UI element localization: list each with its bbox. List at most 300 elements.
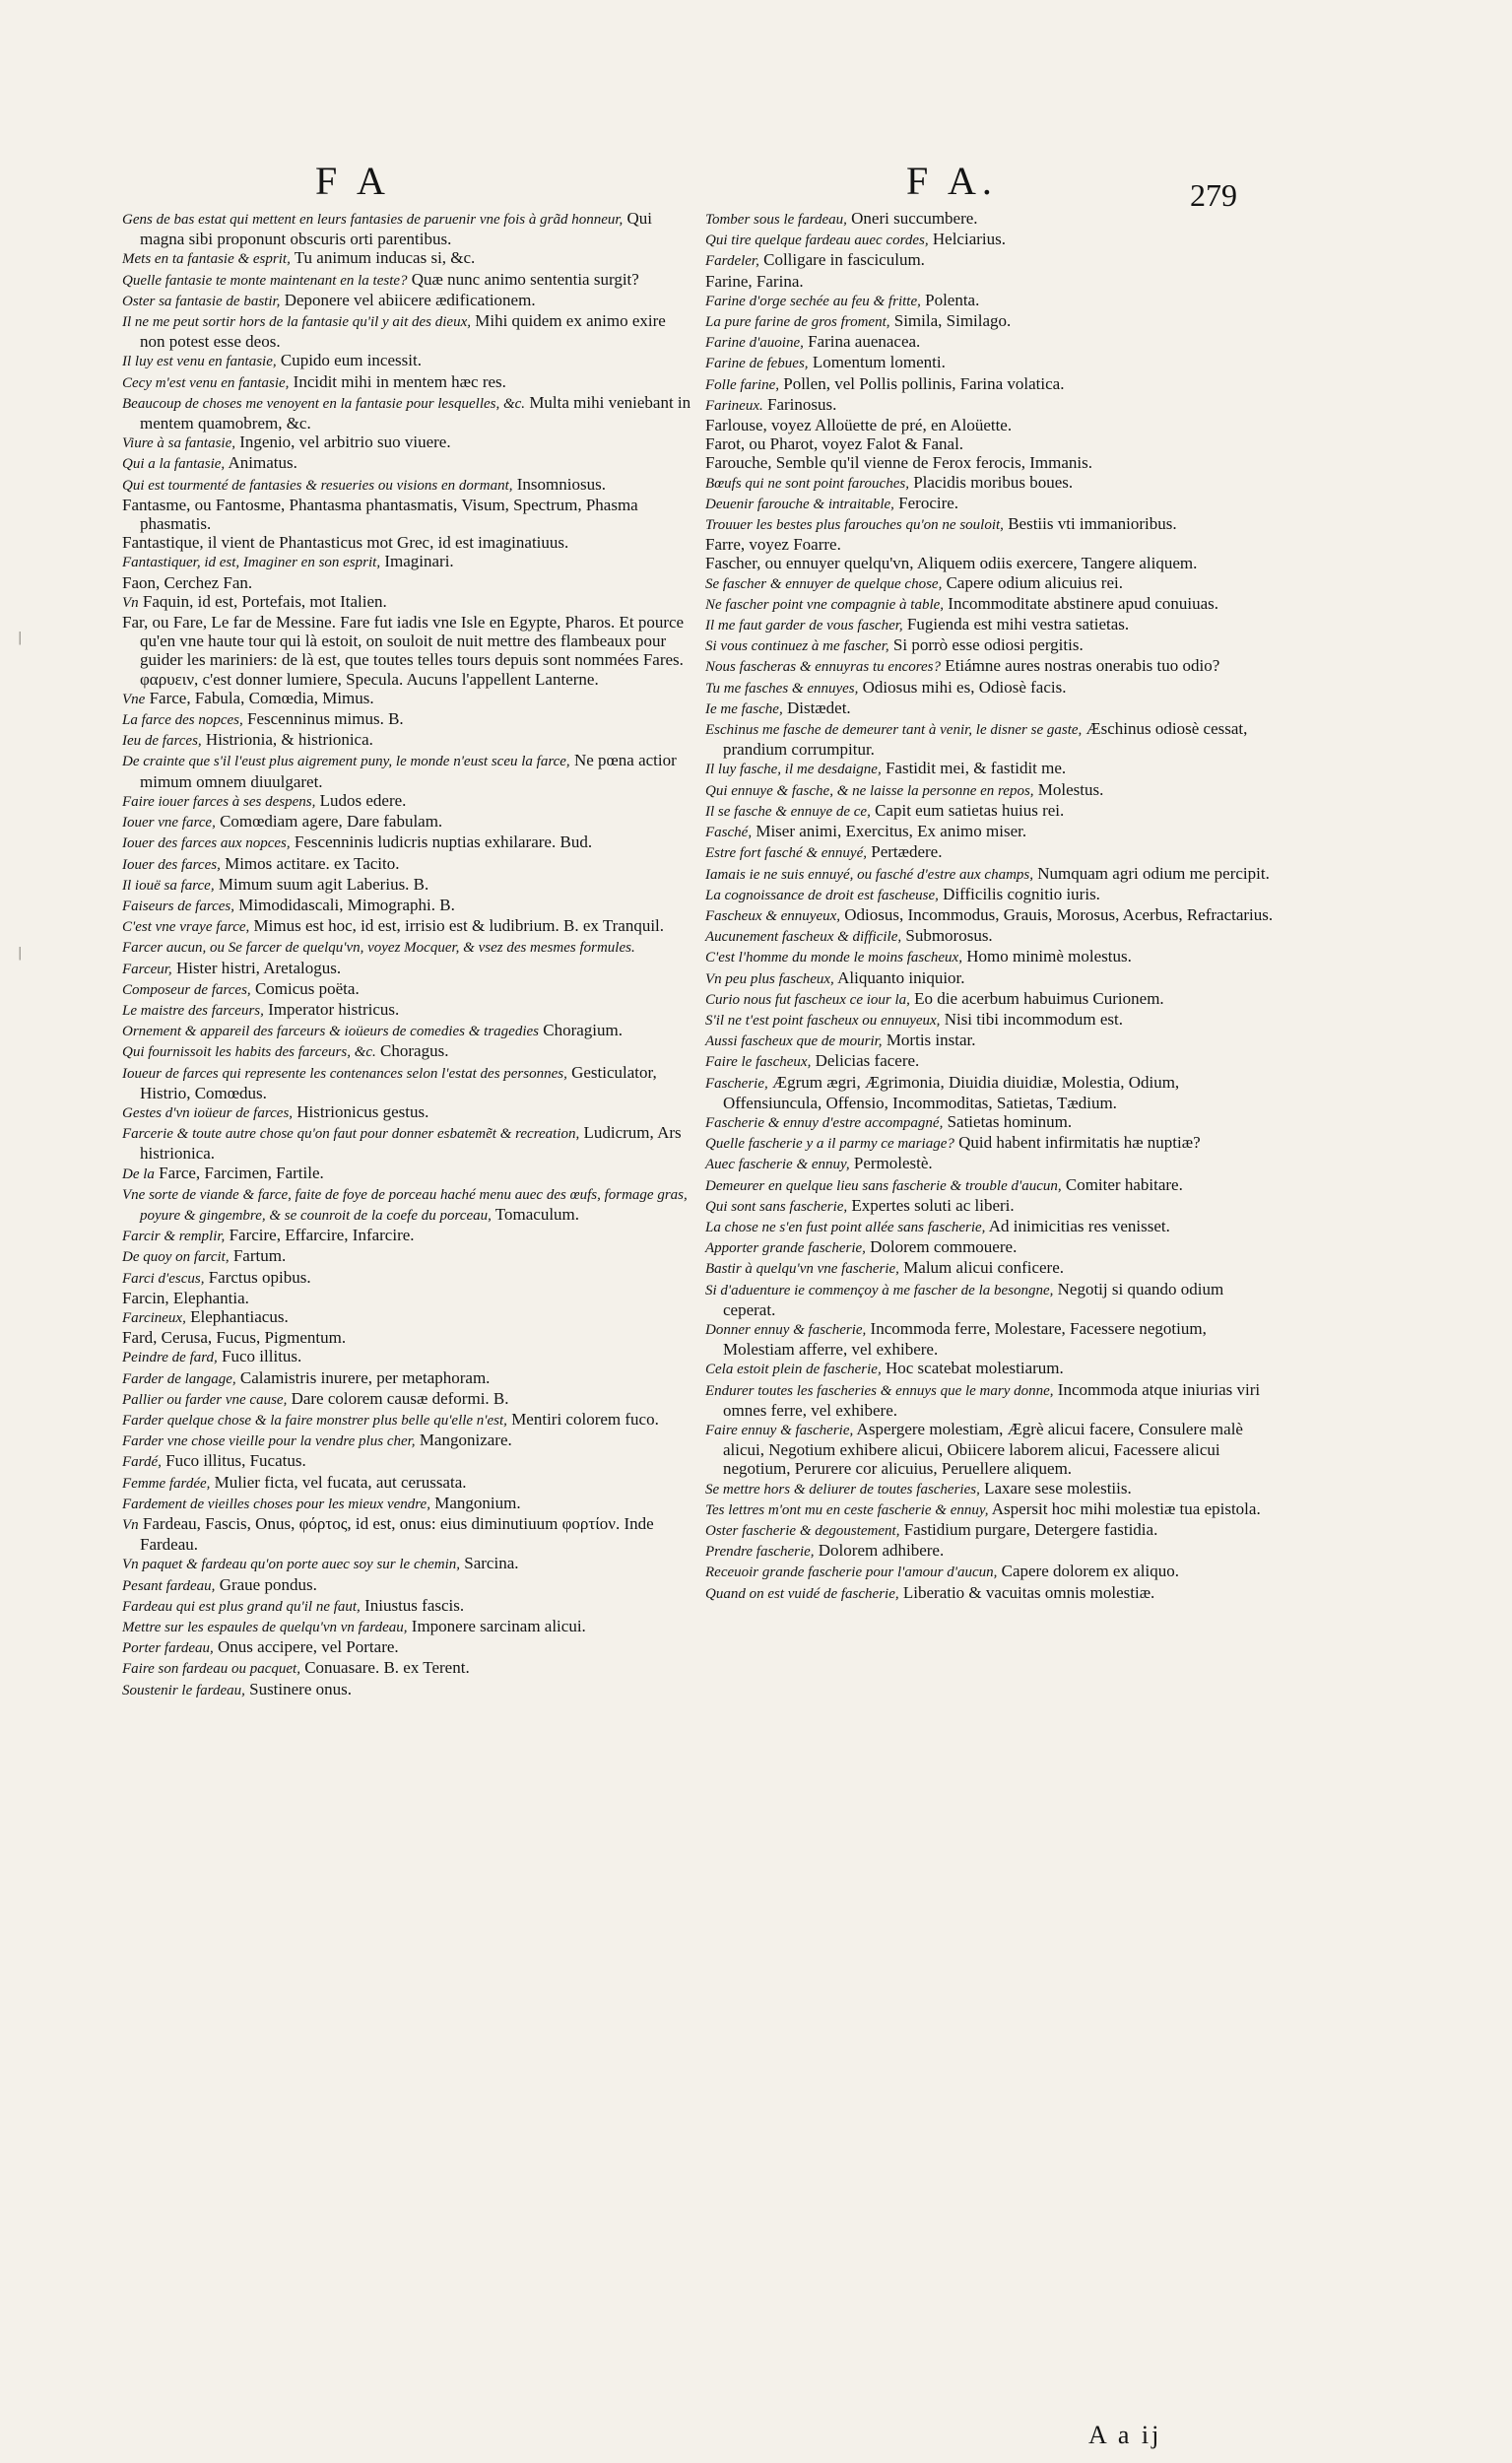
- dictionary-entry: [705, 1479, 1277, 1499]
- entry-latin: Capere odium alicuius rei.: [942, 572, 1123, 592]
- entry-latin: Submorosus.: [901, 926, 993, 946]
- entry-latin: Mentiri colorem fuco.: [506, 1409, 659, 1429]
- right-column: [705, 209, 1277, 1604]
- entry-french: Farceur,: [122, 961, 172, 977]
- entry-french: Endurer toutes les fascheries & ennuys que le mary donne,: [705, 1382, 1054, 1399]
- dictionary-entry: [705, 416, 1277, 434]
- entry-french: Fardeler,: [705, 253, 759, 270]
- entry-french: S'il ne t'est point fascheux ou ennuyeux,: [705, 1012, 941, 1029]
- entry-latin: Histrionia, & histrionica.: [201, 730, 373, 750]
- dictionary-entry: [122, 1658, 693, 1679]
- dictionary-entry: [705, 434, 1277, 453]
- entry-latin: Elephantiacus.: [185, 1306, 289, 1326]
- dictionary-entry: [122, 433, 693, 453]
- entry-french: Viure à sa fantasie,: [122, 435, 235, 452]
- dictionary-entry: [705, 1031, 1277, 1051]
- entry-latin: Onus accipere, vel Portare.: [213, 1637, 399, 1657]
- dictionary-entry: [705, 801, 1277, 822]
- dictionary-entry: [122, 393, 693, 433]
- entry-french: Farine d'orge sechée au feu & fritte,: [705, 293, 921, 309]
- entry-french: Tu me fasches & ennuyes,: [705, 680, 859, 697]
- dictionary-entry: [705, 1380, 1277, 1420]
- dictionary-entry: [705, 1073, 1277, 1112]
- dictionary-entry: [122, 1637, 693, 1658]
- dictionary-entry: [705, 554, 1277, 572]
- entry-latin: Fuco illitus, Fucatus.: [161, 1451, 306, 1471]
- entry-latin: Expertes soluti ac liberi.: [847, 1195, 1015, 1215]
- dictionary-entry: [122, 937, 693, 958]
- entry-latin: Farce, Farcimen, Fartile.: [154, 1163, 324, 1182]
- entry-french: Fascheux & ennuyeux,: [705, 907, 841, 924]
- dictionary-entry: [705, 311, 1277, 332]
- signature-mark: A a ij: [1088, 2421, 1162, 2449]
- dictionary-entry: [705, 1280, 1277, 1319]
- entry-latin: Imperator histricus.: [263, 999, 400, 1019]
- entry-french: Vn: [122, 594, 139, 611]
- entry-latin: Qui magna sibi proponunt obscuris orti parentibus.: [140, 209, 653, 249]
- dictionary-entry: [122, 1184, 693, 1226]
- dictionary-entry: [705, 1154, 1277, 1174]
- entry-french: Faire le fascheux,: [705, 1054, 812, 1071]
- entry-french: Vn: [122, 1517, 139, 1533]
- entry-latin: Fard, Cerusa, Fucus, Pigmentum.: [122, 1328, 347, 1348]
- entry-french: Receuoir grande fascherie pour l'amour d'aucun,: [705, 1564, 998, 1581]
- entry-french: Si d'aduenture ie commençoy à me fascher de la besongne,: [705, 1282, 1054, 1298]
- entry-latin: Pollen, vel Pollis pollinis, Farina volatica.: [779, 373, 1065, 393]
- dictionary-entry: [705, 272, 1277, 291]
- entry-latin: Multa mihi veniebant in mentem quamobrem, &c.: [140, 392, 691, 433]
- entry-latin: Aspergere molestiam, Ægrè alicui facere, Consulere malè alicui, Negotium exhibere alicui, Obiicere laborem alicui, Facessere alicui negotium, Perurere cor alicuius, Peruellere aliquem.: [723, 1419, 1243, 1479]
- entry-latin: Incidit mihi in mentem hæc res.: [289, 371, 506, 391]
- dictionary-entry: [705, 594, 1277, 615]
- entry-french: Faire iouer farces à ses despens,: [122, 793, 316, 810]
- entry-french: Eschinus me fasche de demeurer tant à venir, le disner se gaste,: [705, 722, 1083, 739]
- dictionary-entry: [122, 1494, 693, 1514]
- dictionary-entry: [705, 1237, 1277, 1258]
- margin-tick: |: [18, 631, 23, 645]
- entry-latin: Si porrò esse odiosi pergitis.: [888, 635, 1084, 655]
- entry-french: Se mettre hors & deliurer de toutes fascheries,: [705, 1481, 980, 1498]
- entry-latin: Farctus opibus.: [204, 1267, 311, 1287]
- entry-latin: Distædet.: [782, 698, 851, 717]
- dictionary-entry: [705, 1359, 1277, 1379]
- entry-french: C'est vne vraye farce,: [122, 919, 250, 936]
- entry-latin: Odiosus, Incommodus, Grauis, Morosus, Acerbus, Refractarius.: [840, 904, 1274, 924]
- dictionary-entry: [122, 709, 693, 730]
- dictionary-entry: [705, 1258, 1277, 1279]
- dictionary-entry: [705, 1420, 1277, 1479]
- entry-latin: Faquin, id est, Portefais, mot Italien.: [138, 591, 387, 611]
- entry-french: Iamais ie ne suis ennuyé, ou fasché d'estre aux champs,: [705, 866, 1033, 883]
- dictionary-entry: [122, 812, 693, 832]
- dictionary-entry: [705, 699, 1277, 719]
- dictionary-entry: [122, 1410, 693, 1431]
- entry-french: Bœufs qui ne sont point farouches,: [705, 475, 909, 492]
- dictionary-entry: [122, 209, 693, 248]
- entry-french: Apporter grande fascherie,: [705, 1240, 866, 1257]
- entry-latin: Farine, Farina.: [705, 271, 804, 291]
- dictionary-entry: [122, 1347, 693, 1367]
- entry-french: Qui sont sans fascherie,: [705, 1198, 848, 1215]
- entry-latin: Aliquanto iniquior.: [833, 967, 965, 987]
- dictionary-entry: [122, 791, 693, 812]
- entry-latin: Choragium.: [539, 1021, 623, 1040]
- entry-latin: Nisi tibi incommodum est.: [940, 1009, 1124, 1029]
- entry-french: Fardement de vieilles choses pour les mieux vendre,: [122, 1496, 430, 1512]
- entry-latin: Polenta.: [920, 290, 980, 309]
- dictionary-entry: [122, 1268, 693, 1289]
- entry-latin: Homo minimè molestus.: [961, 947, 1132, 966]
- left-column: [122, 209, 693, 1700]
- entry-french: Peindre de fard,: [122, 1350, 218, 1366]
- entry-french: Iouer des farces aux nopces,: [122, 835, 291, 852]
- entry-french: Farci d'escus,: [122, 1270, 205, 1287]
- entry-latin: Mimodidascali, Mimographi. B.: [234, 895, 455, 914]
- entry-latin: Fardeau, Fascis, Onus, φόρτος, id est, onus: eius diminutiuum φορτίον. Inde Fardeau.: [138, 1514, 654, 1555]
- entry-latin: Hister histri, Aretalogus.: [171, 958, 342, 977]
- dictionary-entry: [705, 230, 1277, 250]
- entry-latin: Ægrum ægri, Ægrimonia, Diuidia diuidiæ, Molestia, Odium, Offensiuncula, Offensio, Incommoditas, Satietas, Tædium.: [723, 1072, 1180, 1112]
- entry-latin: Fascher, ou ennuyer quelqu'vn, Aliquem odiis exercere, Tangere aliquem.: [705, 554, 1198, 573]
- dictionary-entry: [705, 968, 1277, 989]
- entry-french: Faiseurs de farces,: [122, 898, 235, 914]
- dictionary-entry: [122, 1226, 693, 1246]
- entry-latin: Incommoda atque iniurias viri omnes ferre, vel exhibere.: [723, 1379, 1261, 1420]
- entry-latin: Mimus est hoc, id est, irrisio est & ludibrium. B. ex Tranquil.: [249, 916, 665, 936]
- dictionary-entry: [122, 1617, 693, 1637]
- entry-french: Cecy m'est venu en fantasie,: [122, 374, 290, 391]
- dictionary-entry: [122, 1102, 693, 1123]
- entry-latin: Mangonium.: [429, 1493, 521, 1512]
- entry-latin: Delicias facere.: [811, 1051, 920, 1071]
- dictionary-entry: [705, 332, 1277, 353]
- entry-latin: Capere dolorem ex aliquo.: [997, 1562, 1179, 1581]
- entry-latin: Mulier ficta, vel fucata, aut cerussata.: [210, 1472, 467, 1492]
- entry-french: Il me faut garder de vous fascher,: [705, 618, 903, 634]
- dictionary-entry: [122, 291, 693, 311]
- entry-french: Ioueur de farces qui represente les contenances selon l'estat des personnes,: [122, 1065, 567, 1082]
- dictionary-entry: [705, 656, 1277, 677]
- dictionary-entry: [122, 832, 693, 853]
- entry-french: Qui est tourmenté de fantasies & resueries ou visions en dormant,: [122, 477, 513, 494]
- dictionary-entry: [122, 979, 693, 1000]
- dictionary-entry: [122, 1289, 693, 1307]
- dictionary-entry: [122, 854, 693, 875]
- dictionary-entry: [122, 573, 693, 592]
- entry-french: Iouer des farces,: [122, 856, 221, 873]
- entry-french: Qui a la fantasie,: [122, 456, 226, 473]
- entry-french: Farcir & remplir,: [122, 1229, 226, 1245]
- dictionary-entry: [705, 1196, 1277, 1217]
- entry-french: Qui ennuye & fasche, & ne laisse la personne en repos,: [705, 782, 1034, 799]
- entry-latin: Insomniosus.: [512, 474, 606, 494]
- entry-latin: Etiámne aures nostras onerabis tuo odio?: [941, 656, 1220, 676]
- entry-latin: Comiter habitare.: [1061, 1174, 1183, 1194]
- entry-latin: Fescenninus mimus. B.: [242, 709, 404, 729]
- entry-french: Farine d'auoine,: [705, 335, 804, 352]
- entry-french: Composeur de farces,: [122, 981, 251, 998]
- entry-french: Il iouë sa farce,: [122, 877, 215, 894]
- entry-latin: Gesticulator, Histrio, Comœdus.: [140, 1062, 657, 1102]
- dictionary-entry: [705, 1051, 1277, 1072]
- entry-french: Quand on est vuidé de fascherie,: [705, 1585, 899, 1602]
- entry-french: Vne: [122, 691, 146, 707]
- entry-french: Auec fascherie & ennuy,: [705, 1157, 850, 1173]
- dictionary-entry: [705, 473, 1277, 494]
- dictionary-entry: [122, 689, 693, 709]
- entry-latin: Incommoda ferre, Molestare, Facessere negotium, Molestiam afferre, vel exhibere.: [723, 1318, 1207, 1360]
- entry-french: Soustenir le fardeau,: [122, 1682, 245, 1698]
- entry-latin: Helciarius.: [928, 230, 1006, 249]
- entry-latin: Quæ nunc animo sententia surgit?: [407, 269, 639, 289]
- entry-french: Fardé,: [122, 1454, 162, 1471]
- entry-french: Qui tire quelque fardeau auec cordes,: [705, 233, 929, 249]
- dictionary-entry: [705, 573, 1277, 594]
- dictionary-entry: [122, 552, 693, 572]
- dictionary-entry: [705, 250, 1277, 271]
- dictionary-entry: [705, 1520, 1277, 1541]
- entry-latin: Farre, voyez Foarre.: [705, 535, 841, 555]
- entry-latin: Tomaculum.: [491, 1204, 580, 1224]
- entry-latin: Histrionicus gestus.: [293, 1101, 429, 1121]
- entry-latin: Faon, Cerchez Fan.: [122, 572, 253, 592]
- entry-french: Ie me fasche,: [705, 700, 783, 717]
- entry-french: Cela estoit plein de fascherie,: [705, 1362, 882, 1378]
- dictionary-entry: [122, 1368, 693, 1389]
- entry-french: Pallier ou farder vne cause,: [122, 1391, 288, 1408]
- dictionary-entry: [122, 959, 693, 979]
- entry-french: Curio nous fut fascheux ce iour la,: [705, 991, 910, 1008]
- entry-latin: Ne pœna actior mimum omnem diuulgaret.: [140, 751, 677, 791]
- dictionary-entry: [705, 635, 1277, 656]
- dictionary-entry: [705, 535, 1277, 554]
- entry-latin: Malum alicui conficere.: [898, 1258, 1065, 1278]
- entry-latin: Fastidit mei, & fastidit me.: [881, 759, 1067, 778]
- dictionary-entry: [705, 864, 1277, 885]
- entry-french: Il luy est venu en fantasie,: [122, 354, 277, 370]
- dictionary-entry: [705, 780, 1277, 801]
- entry-french: Femme fardée,: [122, 1475, 211, 1492]
- dictionary-entry: [122, 1389, 693, 1410]
- entry-french: Beaucoup de choses me venoyent en la fantasie pour lesquelles, &c.: [122, 395, 526, 412]
- dictionary-entry: [705, 395, 1277, 416]
- entry-french: Demeurer en quelque lieu sans fascherie & trouble d'aucun,: [705, 1177, 1062, 1194]
- entry-latin: Fuco illitus.: [217, 1347, 302, 1366]
- entry-french: Iouer vne farce,: [122, 815, 216, 832]
- entry-french: La cognoissance de droit est fascheuse,: [705, 887, 939, 903]
- entry-latin: Quid habent infirmitatis hæ nuptiæ?: [953, 1133, 1201, 1153]
- entry-latin: Ludos edere.: [315, 790, 407, 810]
- entry-french: Pesant fardeau,: [122, 1577, 216, 1594]
- entry-latin: Deponere vel abiicere ædificationem.: [280, 290, 536, 309]
- entry-latin: Miser animi, Exercitus, Ex animo miser.: [752, 822, 1027, 841]
- entry-french: Ieu de farces,: [122, 733, 202, 750]
- entry-latin: Aspersit hoc mihi molestiæ tua epistola.: [988, 1498, 1261, 1518]
- dictionary-entry: [122, 1307, 693, 1328]
- entry-latin: Mimos actitare. ex Tacito.: [220, 853, 400, 873]
- entry-french: Fantastiquer, id est, Imaginer en son esprit,: [122, 555, 381, 571]
- dictionary-entry: [122, 1164, 693, 1184]
- entry-latin: Liberatio & vacuitas omnis molestiæ.: [898, 1582, 1155, 1602]
- dictionary-entry: [705, 1541, 1277, 1562]
- entry-latin: Dare colorem causæ deformi. B.: [287, 1388, 509, 1408]
- dictionary-entry: [705, 209, 1277, 230]
- entry-latin: Dolorem adhibere.: [814, 1541, 945, 1561]
- entry-latin: Ingenio, vel arbitrio suo viuere.: [235, 433, 451, 452]
- dictionary-entry: [705, 822, 1277, 842]
- dictionary-entry: [122, 592, 693, 613]
- entry-latin: Ferocire.: [893, 493, 959, 512]
- dictionary-entry: [705, 1499, 1277, 1520]
- entry-latin: Laxare sese molestiis.: [979, 1478, 1132, 1498]
- dictionary-entry: [705, 989, 1277, 1010]
- entry-french: Si vous continuez à me fascher,: [705, 638, 889, 655]
- running-head-right: F A.: [906, 159, 998, 203]
- dictionary-entry: [705, 842, 1277, 863]
- running-head-left: F A: [315, 159, 391, 203]
- dictionary-entry: [122, 1328, 693, 1347]
- dictionary-entry: [122, 1575, 693, 1596]
- entry-french: Trouuer les bestes plus farouches qu'on ne souloit,: [705, 517, 1004, 534]
- dictionary-entry: [705, 905, 1277, 926]
- entry-french: Fasché,: [705, 825, 753, 841]
- entry-french: Vne sorte de viande & farce, faite de foye de porceau haché menu auec des œufs, formage gras, poyure & gingembre, & se counroit de la coefe du porceau,: [122, 1186, 688, 1224]
- entry-french: Farder de langage,: [122, 1370, 236, 1387]
- entry-french: Nous fascheras & ennuyras tu encores?: [705, 659, 942, 676]
- entry-latin: Ludicrum, Ars histrionica.: [140, 1123, 682, 1164]
- dictionary-entry: [705, 1562, 1277, 1582]
- entry-french: Ne fascher point vne compagnie à table,: [705, 596, 945, 613]
- entry-french: La pure farine de gros froment,: [705, 314, 890, 331]
- margin-tick: |: [18, 946, 23, 961]
- entry-french: Mets en ta fantasie & esprit,: [122, 251, 291, 268]
- entry-latin: Iniustus fascis.: [360, 1595, 465, 1615]
- dictionary-entry: [705, 759, 1277, 779]
- dictionary-entry: [705, 1010, 1277, 1031]
- dictionary-entry: [122, 533, 693, 552]
- entry-latin: Cupido eum incessit.: [276, 351, 422, 370]
- entry-french: Folle farine,: [705, 376, 779, 393]
- entry-french: Fascherie & ennuy d'estre accompagné,: [705, 1114, 944, 1131]
- dictionary-entry: [122, 1000, 693, 1021]
- entry-latin: Sustinere onus.: [244, 1679, 352, 1698]
- entry-french: Vn peu plus fascheux,: [705, 970, 834, 987]
- entry-french: Ornement & appareil des farceurs & ioüeurs de comedies & tragedies: [122, 1024, 539, 1040]
- entry-latin: Calamistris inurere, per metaphoram.: [235, 1367, 491, 1387]
- entry-french: Fascherie,: [705, 1075, 768, 1092]
- entry-latin: Difficilis cognitio iuris.: [938, 884, 1100, 903]
- entry-latin: Mimum suum agit Laberius. B.: [214, 874, 429, 894]
- entry-latin: Incommoditate abstinere apud conuiuas.: [944, 593, 1219, 613]
- entry-latin: Comicus poëta.: [250, 978, 360, 998]
- entry-latin: Mortis instar.: [882, 1031, 976, 1050]
- dictionary-entry: [122, 1473, 693, 1494]
- entry-french: Deuenir farouche & intraitable,: [705, 496, 894, 512]
- entry-latin: Colligare in fasciculum.: [758, 250, 925, 270]
- dictionary-entry: [122, 751, 693, 790]
- entry-latin: Farce, Fabula, Comœdia, Mimus.: [145, 688, 374, 707]
- entry-french: Aucunement fascheux & difficile,: [705, 929, 902, 946]
- entry-latin: Numquam agri odium me percipit.: [1033, 863, 1270, 883]
- dictionary-entry: [705, 353, 1277, 373]
- entry-french: Farcer aucun, ou Se farcer de quelqu'vn, voyez Mocquer, & vsez des mesmes formules.: [122, 940, 635, 957]
- entry-french: Oster fascherie & degoustement,: [705, 1523, 900, 1539]
- entry-latin: Imaginari.: [380, 552, 454, 571]
- dictionary-entry: [705, 926, 1277, 947]
- dictionary-entry: [705, 1583, 1277, 1604]
- entry-french: Faire ennuy & fascherie,: [705, 1422, 854, 1438]
- dictionary-entry: [122, 1596, 693, 1617]
- entry-french: Mettre sur les espaules de quelqu'vn vn fardeau,: [122, 1620, 408, 1636]
- dictionary-entry: [122, 896, 693, 916]
- entry-french: Se fascher & ennuyer de quelque chose,: [705, 575, 943, 592]
- dictionary-entry: [122, 1041, 693, 1062]
- dictionary-entry: [705, 1133, 1277, 1154]
- entry-french: Le maistre des farceurs,: [122, 1002, 264, 1019]
- entry-latin: Hoc scatebat molestiarum.: [881, 1359, 1064, 1378]
- entry-latin: Pertædere.: [867, 842, 943, 862]
- entry-french: Vn paquet & fardeau qu'on porte auec soy sur le chemin,: [122, 1557, 461, 1573]
- entry-french: Gestes d'vn ioüeur de farces,: [122, 1104, 294, 1121]
- entry-latin: Comœdiam agere, Dare fabulam.: [215, 812, 443, 832]
- entry-latin: Satietas hominum.: [943, 1111, 1073, 1131]
- entry-french: Tomber sous le fardeau,: [705, 212, 847, 228]
- dictionary-entry: [122, 453, 693, 474]
- entry-french: De quoy on farcit,: [122, 1249, 230, 1266]
- entry-french: De la: [122, 1165, 155, 1182]
- entry-latin: Placidis moribus boues.: [908, 472, 1074, 492]
- entry-french: C'est l'homme du monde le moins fascheux,: [705, 950, 962, 966]
- entry-french: Quelle fascherie y a il parmy ce mariage?: [705, 1136, 954, 1153]
- dictionary-entry: [705, 374, 1277, 395]
- entry-latin: Æschinus odiosè cessat, prandium corrumpitur.: [723, 719, 1248, 760]
- dictionary-entry: [705, 615, 1277, 635]
- entry-french: Farcineux,: [122, 1309, 186, 1326]
- entry-latin: Graue pondus.: [215, 1574, 317, 1594]
- entry-latin: Animatus.: [225, 453, 297, 473]
- entry-latin: Oneri succumbere.: [846, 209, 978, 228]
- dictionary-entry: [705, 1175, 1277, 1196]
- entry-french: Gens de bas estat qui mettent en leurs fantasies de paruenir vne fois à grãd honneur,: [122, 212, 624, 228]
- entry-latin: Farouche, Semble qu'il vienne de Ferox ferocis, Immanis.: [705, 453, 1093, 473]
- dictionary-entry: [122, 351, 693, 371]
- entry-latin: Negotij si quando odium ceperat.: [723, 1279, 1224, 1319]
- dictionary-entry: [705, 1319, 1277, 1359]
- dictionary-entry: [122, 1063, 693, 1102]
- entry-latin: Eo die acerbum habuimus Curionem.: [909, 988, 1164, 1008]
- dictionary-entry: [122, 613, 693, 689]
- entry-latin: Fugienda est mihi vestra satietas.: [902, 615, 1130, 634]
- entry-latin: Conuasare. B. ex Terent.: [299, 1658, 470, 1678]
- entry-french: De crainte que s'il l'eust plus aigrement puny, le monde n'eust sceu la farce,: [122, 754, 570, 770]
- entry-latin: Farcire, Effarcire, Infarcire.: [225, 1226, 415, 1245]
- entry-french: Il se fasche & ennuye de ce,: [705, 803, 871, 820]
- entry-latin: Farot, ou Pharot, voyez Falot & Fanal.: [705, 434, 964, 454]
- entry-latin: Farcin, Elephantia.: [122, 1288, 249, 1307]
- dictionary-entry: [122, 1246, 693, 1267]
- dictionary-entry: [705, 291, 1277, 311]
- dictionary-entry: [705, 885, 1277, 905]
- entry-french: La chose ne s'en fust point allée sans fascherie,: [705, 1219, 986, 1235]
- entry-latin: Tu animum inducas si, &c.: [290, 248, 476, 268]
- entry-french: Farder vne chose vieille pour la vendre plus cher,: [122, 1433, 416, 1450]
- dictionary-entry: [122, 1123, 693, 1163]
- entry-french: Prendre fascherie,: [705, 1544, 815, 1561]
- entry-french: Bastir à quelqu'vn vne fascherie,: [705, 1261, 899, 1278]
- entry-latin: Farina auenacea.: [803, 332, 921, 352]
- entry-latin: Fartum.: [229, 1246, 287, 1266]
- entry-latin: Permolestè.: [849, 1154, 933, 1173]
